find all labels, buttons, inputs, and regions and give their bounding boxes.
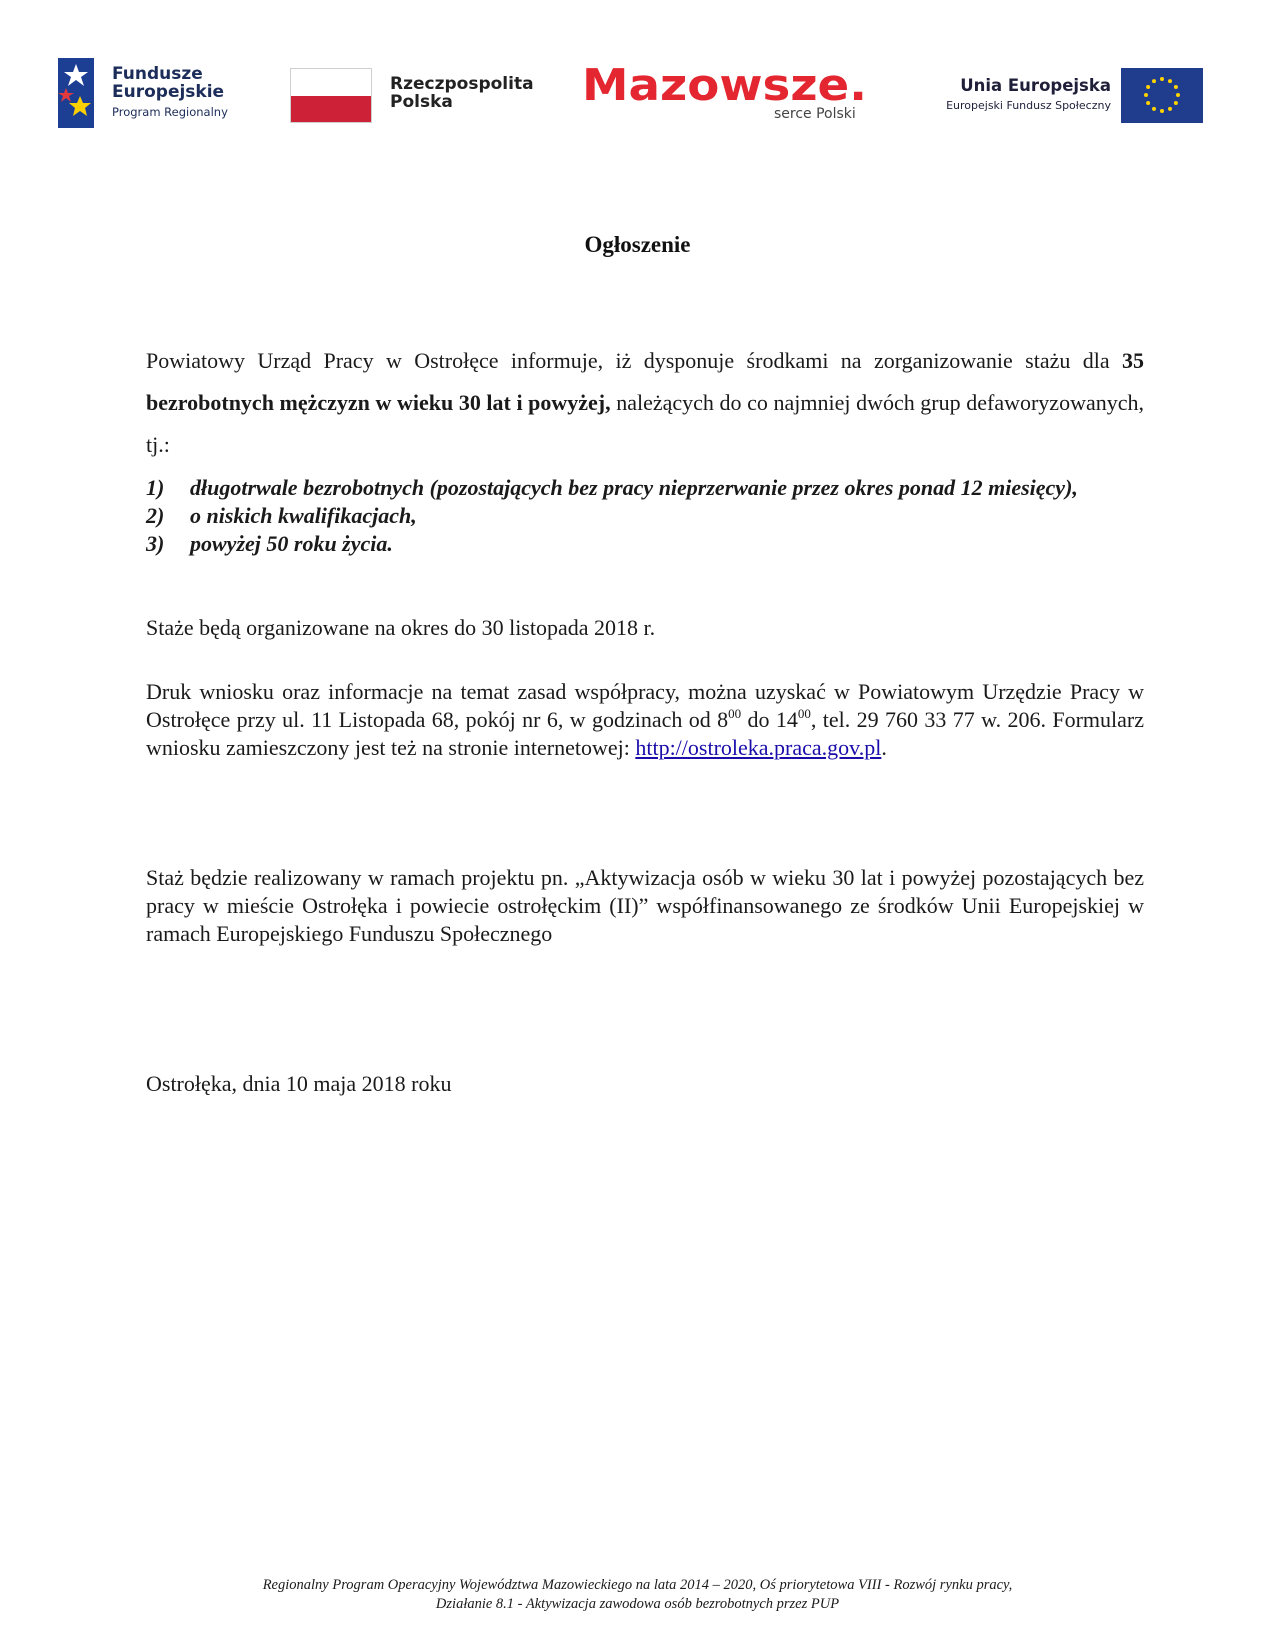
place-date: Ostrołęka, dnia 10 maja 2018 roku — [146, 1071, 452, 1096]
fundusze-europejskie-stars-icon — [58, 58, 98, 128]
fundusze-line3: Program Regionalny — [112, 104, 228, 119]
list-item-text: powyżej 50 roku życia. — [190, 531, 393, 556]
contact-hour-start-superscript: 00 — [728, 706, 742, 721]
unia-title: Unia Europejska — [960, 76, 1111, 95]
footer-line-2: Działanie 8.1 - Aktywizacja zawodowa osób bezrobotnych przez PUP — [435, 1596, 840, 1612]
contact-text-3: , tel. 29 760 33 77 w. 206. Formularz wniosku zamieszczony jest też na stronie internetowej: — [146, 707, 1145, 760]
contact-text-2: do 14 — [741, 707, 798, 732]
intro-text-start: Powiatowy Urząd Pracy w Ostrołęce informuje, iż dysponuje środkami na zorganizowanie stażu dla — [146, 348, 1122, 373]
footer-line-1: Regionalny Program Operacyjny Województwa Mazowieckiego na lata 2014 – 2020, Oś priorytetowa VIII - Rozwój rynku pracy, — [262, 1577, 1013, 1593]
list-item-number: 1) — [146, 475, 165, 500]
rzeczpospolita-line2: Polska — [390, 91, 453, 112]
intro-paragraph — [146, 340, 1144, 466]
intro-text-end: należących do co najmniej dwóch grup defaworyzowanych, tj.: — [146, 390, 1144, 457]
polish-flag-icon — [290, 68, 372, 123]
list-item — [146, 474, 1144, 502]
contact-paragraph — [146, 678, 1144, 762]
contact-text-4: . — [881, 735, 887, 760]
footer — [0, 1576, 1275, 1614]
mazowsze-sub: serce Polski — [774, 106, 856, 122]
groups-list — [146, 474, 1144, 558]
fundusze-europejskie-logo — [58, 58, 238, 128]
list-item-number: 2) — [146, 503, 165, 528]
unia-sub: Europejski Fundusz Społeczny — [946, 99, 1111, 112]
intro-bold-target-group: 35 bezrobotnych mężczyzn w wieku 30 lat i powyżej, — [146, 348, 1144, 415]
logo-bar — [0, 0, 1275, 140]
list-item-text: długotrwale bezrobotnych (pozostających bez pracy nieprzerwanie przez okres ponad 12 miesięcy), — [190, 475, 1078, 500]
mazowsze-wordmark — [582, 60, 872, 110]
period-paragraph: Staże będą organizowane na okres do 30 listopada 2018 r. — [146, 615, 656, 640]
list-item-text: o niskich kwalifikacjach, — [190, 503, 417, 528]
list-item — [146, 530, 1144, 558]
website-link[interactable]: http://ostroleka.praca.gov.pl — [635, 735, 882, 760]
contact-text-1: Druk wniosku oraz informacje na temat zasad współpracy, można uzyskać w Powiatowym Urzędzie Pracy w Ostrołęce przy ul. 11 Listopada 68, pokój nr 6, w godzinach od 8 — [146, 679, 1144, 732]
list-item — [146, 502, 1144, 530]
rzeczpospolita-line1: Rzeczpospolita — [390, 74, 534, 94]
project-paragraph: Staż będzie realizowany w ramach projektu pn. „Aktywizacja osób w wieku 30 lat i powyżej pozostających bez pracy w mieście Ostrołęka i powiecie ostrołęckim (II)” współfinansowanego ze środków Unii Europejskiej w ramach Europejskiego Funduszu Społecznego — [146, 865, 1144, 946]
list-item-number: 3) — [146, 531, 165, 556]
mazowsze-word: Mazowsze. — [582, 60, 867, 110]
fundusze-line1: Fundusze — [112, 64, 203, 84]
page-title: Ogłoszenie — [584, 232, 691, 257]
contact-hour-end-superscript: 00 — [797, 706, 811, 721]
eu-flag-icon — [1121, 68, 1203, 123]
mazowsze-logo — [582, 60, 882, 130]
rzeczpospolita-polska-logo — [290, 68, 535, 128]
unia-europejska-logo — [925, 68, 1215, 126]
fundusze-line2: Europejskie — [112, 81, 225, 102]
